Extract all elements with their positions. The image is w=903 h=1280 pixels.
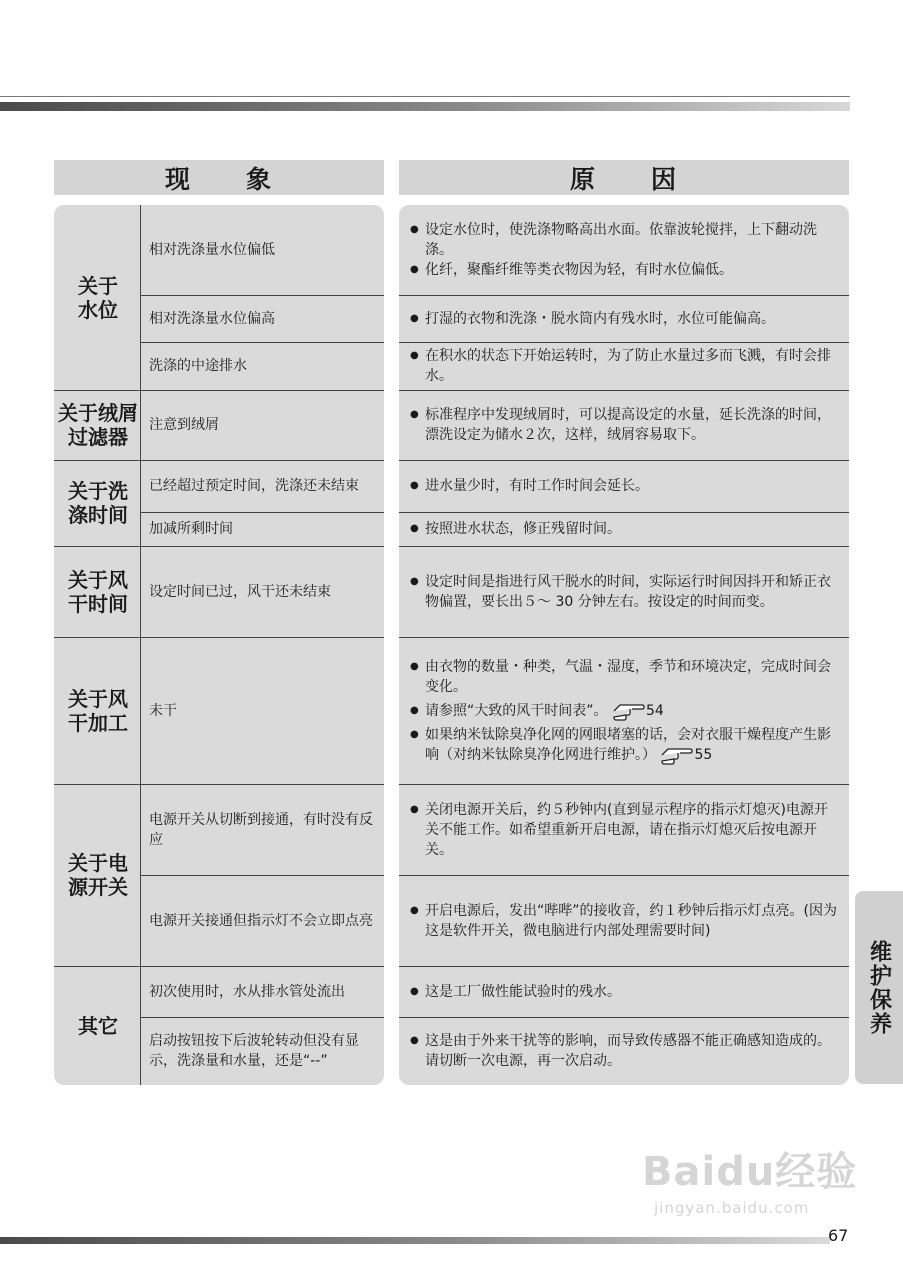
symptom-text: 相对洗涤量水位偏低 [149, 242, 275, 258]
pointing-hand-icon [660, 745, 694, 765]
cause-bullet: ● 关闭电源开关后，约５秒钟内(直到显示程序的指示灯熄灭)电源开关不能工作。如希望重新开启电源，请在指示灯熄灭后按电源开关。 [410, 800, 838, 860]
cause-bullet: ● 由衣物的数量・种类，气温・湿度，季节和环境决定，完成时间会变化。 [410, 657, 838, 697]
header-phenomenon: 现 象 [54, 160, 384, 195]
cause-cell [410, 512, 838, 546]
symptom-text: 设定时间已过，风干还未结束 [149, 583, 331, 600]
cause-bullet [410, 725, 838, 765]
cause-bullet: ● 标准程序中发现绒屑时，可以提高设定的水量，延长洗涤的时间，漂洗设定为储水２次，这样，绒屑容易取下。 [410, 405, 838, 445]
category-water-level [58, 205, 138, 390]
symptom-cell [149, 205, 375, 295]
cause-bullet: ● 化纤，聚酯纤维等类衣物因为轻，有时水位偏低。 [410, 260, 838, 280]
symptom-cell [149, 637, 375, 784]
category-label: 关于 水位 [78, 273, 118, 322]
symptom-text: 电源开关接通但指示灯不会立即点亮 [149, 912, 373, 929]
category-dry-process [58, 637, 138, 784]
category-label: 关于绒屑 过滤器 [58, 401, 138, 449]
page-reference[interactable] [612, 703, 664, 719]
cause-cell [410, 390, 838, 460]
cause-bullet-text: 请参照“大致的风干时间表”。 [425, 702, 608, 719]
header-cause: 原 因 [399, 160, 849, 195]
cause-bullet: ● 打湿的衣物和洗涤・脱水筒内有残水时，水位可能偏高。 [410, 309, 838, 329]
category-label: 关于电 源开关 [68, 851, 128, 899]
symptom-cell [149, 390, 375, 460]
category-label: 关于洗 涤时间 [68, 479, 128, 527]
symptom-cell [149, 295, 375, 342]
symptom-cell [149, 512, 375, 546]
cause-bullet: ● 设定水位时，使洗涤物略高出水面。依靠波轮搅拌，上下翻动洗涤。 [410, 220, 838, 260]
category-other [58, 966, 138, 1085]
cause-bullet: ● 进水量少时，有时工作时间会延长。 [410, 476, 838, 496]
cause-cell [410, 637, 838, 784]
cause-bullet: ● 开启电源后，发出“哔哔”的接收音，约１秒钟后指示灯点亮。(因为这是软件开关，微电脑进行内部处理需要时间) [410, 901, 838, 941]
symptom-text: 加减所剩时间 [149, 521, 233, 537]
symptom-text: 注意到绒屑 [149, 417, 219, 433]
symptom-text: 启动按钮按下后波轮转动但没有显示，洗涤量和水量，还是“--” [149, 1033, 359, 1069]
category-label: 关于风 干时间 [68, 567, 128, 616]
cause-bullet: ● 按照进水状态，修正残留时间。 [410, 519, 838, 539]
symptom-text: 洗涤的中途排水 [149, 358, 247, 374]
cause-cell [410, 295, 838, 342]
symptom-text: 已经超过预定时间，洗涤还未结束 [149, 478, 359, 494]
category-wash-time [58, 460, 138, 546]
cause-bullet [410, 701, 838, 721]
watermark-url: jingyan.baidu.com [654, 1199, 810, 1217]
cause-cell [410, 966, 838, 1017]
watermark [642, 1140, 857, 1217]
category-label: 关于风 干加工 [68, 686, 128, 735]
chapter-side-tab[interactable] [855, 891, 903, 1084]
cause-bullet: ● 设定时间是指进行风干脱水的时间，实际运行时间因抖开和矫正衣物偏置，要长出５～ 30 分钟左右。按设定的时间而变。 [410, 572, 838, 612]
symptom-cell [149, 460, 375, 512]
symptom-text: 相对洗涤量水位偏高 [149, 310, 275, 327]
watermark-brand: Baidu经验 [642, 1149, 858, 1195]
page-number: 67 [828, 1226, 849, 1245]
cause-cell [410, 342, 838, 390]
symptom-cell [149, 1017, 375, 1085]
category-divider [140, 205, 141, 1085]
cause-bullet: ● 这是由于外来干扰等的影响，而导致传感器不能正确感知造成的。请切断一次电源，再一次启动。 [410, 1031, 838, 1071]
symptom-text: 未干 [149, 702, 177, 719]
category-lint-filter [58, 390, 138, 460]
page-reference-number: 54 [645, 702, 664, 719]
cause-cell [410, 784, 838, 875]
category-power-switch [58, 784, 138, 966]
pointing-hand-icon [612, 701, 646, 721]
top-rule [0, 96, 850, 97]
symptom-cell [149, 784, 375, 875]
symptom-cell [149, 546, 375, 637]
top-gradient-bar [0, 102, 850, 111]
chapter-side-tab-label: 维护保养 [866, 939, 892, 1036]
cause-bullet: ● 在积水的状态下开始运转时，为了防止水量过多而飞溅，有时会排水。 [410, 346, 838, 386]
cause-bullet-text: 如果纳米钛除臭净化网的网眼堵塞的话，会对衣服干燥程度产生影响（对纳米钛除臭净化网进行维护。） [425, 726, 831, 763]
category-dry-time [58, 546, 138, 637]
cause-cell [410, 1017, 838, 1085]
cause-cell [410, 460, 838, 512]
page-reference[interactable] [660, 747, 712, 763]
cause-cell [410, 546, 838, 637]
symptom-cell [149, 342, 375, 390]
symptom-text: 初次使用时，水从排水管处流出 [149, 983, 345, 1000]
cause-cell [410, 205, 838, 295]
page-reference-number: 55 [694, 746, 713, 763]
symptom-text: 电源开关从切断到接通，有时没有反应 [149, 811, 373, 848]
category-label: 其它 [78, 1013, 118, 1038]
symptom-cell [149, 966, 375, 1017]
bottom-gradient-bar [0, 1237, 830, 1244]
cause-bullet: ● 这是工厂做性能试验时的残水。 [410, 982, 838, 1002]
symptom-cell [149, 875, 375, 966]
cause-cell [410, 875, 838, 966]
